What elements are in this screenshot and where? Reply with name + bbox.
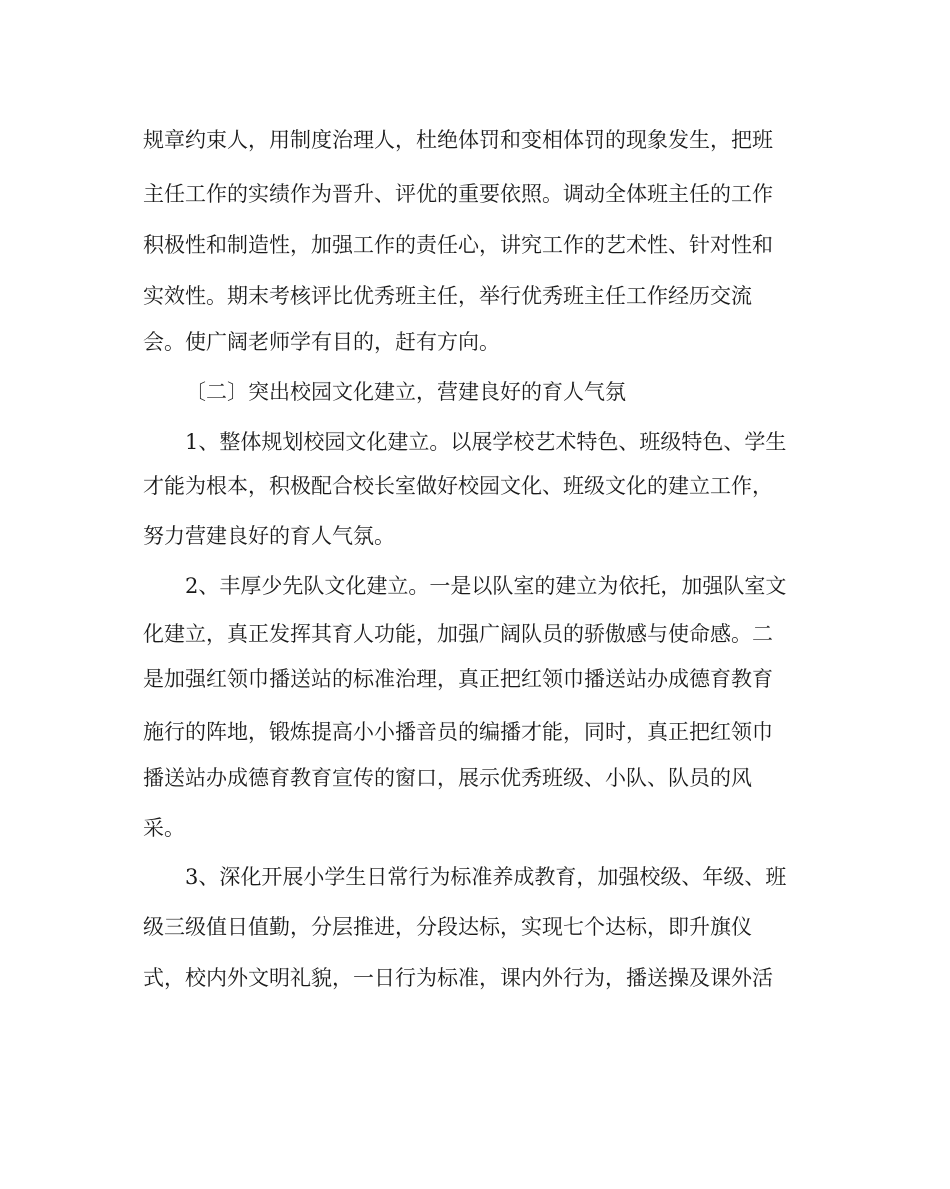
text-line: 是加强红领巾播送站的标准治理，真正把红领巾播送站办成德育教育: [143, 667, 773, 691]
text-line: 才能为根本，积极配合校长室做好校园文化、班级文化的建立工作，: [143, 474, 773, 498]
text-line: 实效性。期末考核评比优秀班主任，举行优秀班主任工作经历交流: [143, 284, 752, 308]
text-line: 努力营建良好的育人气氛。: [143, 524, 395, 548]
text-line: 积极性和制造性，加强工作的责任心，讲究工作的艺术性、针对性和: [143, 233, 773, 257]
text-line: 规章约束人，用制度治理人，杜绝体罚和变相体罚的现象发生，把班: [143, 128, 773, 152]
text-line: 会。使广阔老师学有目的，赶有方向。: [143, 330, 500, 354]
text-line: 施行的阵地，锻炼提高小小播音员的编播才能，同时，真正把红领巾: [143, 720, 773, 744]
section-heading: 〔二〕突出校园文化建立，营建良好的育人气氛: [185, 380, 626, 404]
text-line: 播送站办成德育教育宣传的窗口，展示优秀班级、小队、队员的风: [143, 766, 752, 790]
text-line: 1、整体规划校园文化建立。以展学校艺术特色、班级特色、学生: [185, 430, 787, 454]
text-line: 采。: [143, 816, 185, 840]
text-line: 级三级值日值勤，分层推进，分段达标，实现七个达标，即升旗仪: [143, 915, 752, 939]
text-line: 主任工作的实绩作为晋升、评优的重要依照。调动全体班主任的工作: [143, 182, 773, 206]
text-line: 2、丰厚少先队文化建立。一是以队室的建立为依托，加强队室文: [185, 574, 787, 598]
text-line: 式，校内外文明礼貌，一日行为标准，课内外行为，播送操及课外活: [143, 966, 773, 990]
text-line: 化建立，真正发挥其育人功能，加强广阔队员的骄傲感与使命感。二: [143, 622, 773, 646]
text-line: 3、深化开展小学生日常行为标准养成教育，加强校级、年级、班: [185, 865, 787, 889]
